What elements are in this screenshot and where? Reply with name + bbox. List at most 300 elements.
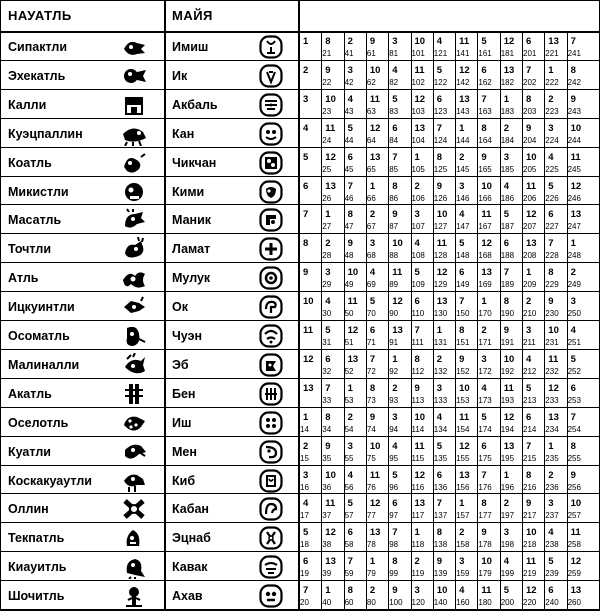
calendar-cell <box>478 61 499 92</box>
cauac-glyph-icon <box>259 555 283 579</box>
calendar-cell <box>568 90 589 121</box>
day-count: 181 <box>500 49 515 58</box>
calendar-cell <box>523 552 544 583</box>
trecena-number: 5 <box>369 296 376 308</box>
trecena-number: 5 <box>392 469 398 481</box>
calendar-cell <box>568 379 589 410</box>
column-divider <box>298 0 300 611</box>
day-count: 77 <box>366 511 376 521</box>
calendar-cell <box>501 379 522 410</box>
nahuatl-day-name: Шочитль <box>8 589 65 604</box>
trecena-number: 9 <box>548 296 554 308</box>
day-count: 219 <box>523 569 537 579</box>
trecena-number: 3 <box>414 209 420 221</box>
day-count: 61 <box>366 49 376 58</box>
trecena-number: 11 <box>436 238 447 250</box>
trecena-number: 7 <box>481 93 487 105</box>
trecena-number: 4 <box>503 556 509 568</box>
trecena-number: 2 <box>459 151 465 163</box>
trecena-number: 5 <box>481 36 487 47</box>
calendar-cell <box>412 408 433 439</box>
day-count: 168 <box>478 251 492 261</box>
trecena-number: 7 <box>436 498 443 510</box>
trecena-number: 1 <box>436 325 443 336</box>
day-count: 63 <box>366 106 376 116</box>
day-count: 111 <box>411 338 424 347</box>
calendar-cell <box>412 581 433 612</box>
day-count: 81 <box>389 49 399 58</box>
calendar-cell <box>501 148 522 179</box>
calendar-cell <box>478 177 499 208</box>
calendar-cell <box>478 148 499 179</box>
manik-glyph-icon <box>259 208 283 232</box>
day-count: 118 <box>411 540 425 550</box>
trecena-number: 11 <box>369 469 380 481</box>
trecena-number: 5 <box>436 440 443 452</box>
row-divider <box>0 233 600 234</box>
trecena-number: 5 <box>392 93 398 105</box>
trecena-number: 2 <box>347 36 353 47</box>
calendar-cell <box>300 552 321 583</box>
oc-glyph-icon <box>259 295 283 319</box>
trecena-number: 6 <box>436 93 443 105</box>
calendar-cell <box>456 321 477 352</box>
calendar-cell <box>434 32 455 63</box>
day-count: 49 <box>344 280 354 290</box>
day-count: 97 <box>389 511 399 521</box>
trecena-number: 13 <box>459 469 470 481</box>
trecena-number: 6 <box>369 325 376 336</box>
calendar-cell <box>523 379 544 410</box>
calendar-cell <box>322 234 343 265</box>
calendar-cell <box>300 466 321 497</box>
calendar-cell <box>545 523 566 554</box>
calendar-cell <box>300 61 321 92</box>
day-count: 137 <box>433 511 448 521</box>
header-nahuatl: НАУАТЛЬ <box>8 8 72 23</box>
itzcuintli-dog-glyph-icon <box>121 295 147 319</box>
calendar-cell <box>501 350 522 381</box>
day-count: 127 <box>433 222 448 232</box>
day-count: 98 <box>389 540 399 550</box>
trecena-number: 8 <box>392 556 398 568</box>
trecena-number: 10 <box>459 382 470 394</box>
calendar-cell <box>389 321 410 352</box>
nahuatl-day-name: Киауитль <box>8 560 67 575</box>
trecena-number: 7 <box>526 440 532 452</box>
trecena-number: 6 <box>481 440 487 452</box>
maya-day-name: Кабан <box>172 502 209 517</box>
day-count: 110 <box>411 309 425 319</box>
trecena-number: 13 <box>303 382 314 394</box>
day-count: 153 <box>456 395 470 405</box>
calendar-cell <box>367 581 388 612</box>
day-count: 260 <box>567 598 581 608</box>
ben-glyph-icon <box>259 382 283 406</box>
trecena-number: 10 <box>481 556 492 568</box>
nahuatl-day-name: Оллин <box>8 502 49 517</box>
trecena-number: 3 <box>369 238 376 250</box>
day-count: 242 <box>567 77 581 87</box>
calendar-cell <box>389 523 410 554</box>
trecena-number: 10 <box>369 64 381 76</box>
calendar-cell <box>478 350 499 381</box>
trecena-number: 11 <box>459 36 470 47</box>
column-divider <box>433 32 434 611</box>
trecena-number: 5 <box>303 151 309 163</box>
calendar-cell <box>389 263 410 294</box>
trecena-number: 12 <box>436 267 448 279</box>
calendar-cell <box>434 581 455 612</box>
calendar-cell <box>545 90 566 121</box>
trecena-number: 10 <box>414 36 426 47</box>
day-count: 239 <box>545 569 559 579</box>
day-count: 232 <box>545 366 559 376</box>
calendar-cell <box>545 408 566 439</box>
calendar-cell <box>389 581 410 612</box>
trecena-number: 11 <box>369 93 380 105</box>
maya-day-name: Чуэн <box>172 329 203 343</box>
day-count: 141 <box>456 49 470 58</box>
day-count: 177 <box>478 511 492 521</box>
calendar-cell <box>523 148 544 179</box>
day-count: 82 <box>389 77 399 87</box>
day-count: 132 <box>433 366 448 376</box>
row-divider <box>0 580 600 581</box>
calendar-cell <box>322 177 343 208</box>
trecena-number: 12 <box>459 440 470 452</box>
coatl-serpent-glyph-icon <box>121 151 147 175</box>
calendar-cell <box>478 466 499 497</box>
day-count: 149 <box>456 280 470 290</box>
trecena-number: 10 <box>436 209 448 221</box>
calendar-cell <box>434 90 455 121</box>
trecena-number: 6 <box>548 209 554 221</box>
trecena-number: 10 <box>526 151 537 163</box>
day-count: 144 <box>456 135 470 145</box>
trecena-number: 13 <box>459 93 470 105</box>
day-count: 250 <box>567 309 581 319</box>
maya-day-name: Эцнаб <box>172 531 211 546</box>
day-count: 76 <box>366 482 376 492</box>
trecena-number: 1 <box>570 238 576 250</box>
day-count: 217 <box>523 511 537 521</box>
trecena-number: 3 <box>347 64 353 76</box>
trecena-number: 1 <box>303 36 309 47</box>
row-divider <box>0 551 600 552</box>
trecena-number: 13 <box>503 64 515 76</box>
calendar-cell <box>478 552 499 583</box>
trecena-number: 9 <box>436 180 443 192</box>
trecena-number: 3 <box>503 527 509 539</box>
calendar-cell <box>456 292 477 323</box>
calendar-cell <box>345 61 366 92</box>
trecena-number: 4 <box>459 209 465 221</box>
trecena-number: 3 <box>548 122 554 134</box>
row-divider <box>0 147 600 148</box>
table-row <box>0 581 600 612</box>
calendar-cell <box>345 90 366 121</box>
trecena-number: 5 <box>503 585 509 597</box>
caban-glyph-icon <box>259 497 283 521</box>
nahuatl-day-name: Микистли <box>8 184 69 199</box>
xochitl-flower-glyph-icon <box>121 584 147 608</box>
calendar-cell <box>523 263 544 294</box>
calendar-cell <box>434 119 455 150</box>
trecena-number: 12 <box>325 151 336 163</box>
trecena-number: 4 <box>369 267 376 279</box>
trecena-number: 2 <box>325 238 331 250</box>
calendar-cell <box>478 581 499 612</box>
trecena-number: 7 <box>303 585 309 597</box>
calendar-cell <box>568 437 589 468</box>
calendar-cell <box>545 581 566 612</box>
day-count: 197 <box>500 511 515 521</box>
day-count: 60 <box>344 598 354 608</box>
calendar-cell <box>568 32 589 63</box>
day-count: 92 <box>389 366 399 376</box>
day-count: 126 <box>433 193 448 203</box>
trecena-number: 3 <box>414 585 420 597</box>
maya-day-name: Ахав <box>172 589 203 604</box>
calendar-cell <box>456 119 477 150</box>
calendar-cell <box>367 408 388 439</box>
calendar-cell <box>568 148 589 179</box>
calendar-cell <box>545 379 566 410</box>
day-count: 21 <box>322 49 332 58</box>
calendar-cell <box>456 234 477 265</box>
calendar-cell <box>412 292 433 323</box>
trecena-number: 6 <box>526 411 532 423</box>
calendar-cell <box>456 494 477 525</box>
calendar-cell <box>501 321 522 352</box>
trecena-number: 8 <box>526 93 532 105</box>
column-divider <box>321 32 322 611</box>
trecena-number: 8 <box>392 180 398 192</box>
calendar-cell <box>389 32 410 63</box>
ik-glyph-icon <box>259 64 283 88</box>
trecena-number: 10 <box>369 440 381 452</box>
calendar-cell <box>434 234 455 265</box>
calendar-cell <box>345 234 366 265</box>
column-divider <box>164 0 166 611</box>
trecena-number: 1 <box>548 440 554 452</box>
day-count: 175 <box>478 453 492 463</box>
day-count: 254 <box>567 424 581 434</box>
calendar-cell <box>412 350 433 381</box>
calendar-cell <box>478 321 499 352</box>
trecena-number: 7 <box>436 122 443 134</box>
day-count: 64 <box>366 135 376 145</box>
trecena-number: 4 <box>392 64 398 76</box>
calendar-cell <box>367 350 388 381</box>
day-count: 225 <box>545 164 559 174</box>
day-count: 230 <box>545 309 559 319</box>
trecena-number: 3 <box>459 180 465 192</box>
nahuatl-day-name: Малиналли <box>8 357 80 372</box>
trecena-number: 4 <box>481 382 487 394</box>
trecena-number: 1 <box>369 556 376 568</box>
calendar-cell <box>300 205 321 236</box>
day-count: 34 <box>322 424 332 434</box>
day-count: 53 <box>344 395 354 405</box>
calendar-cell <box>545 350 566 381</box>
row-divider <box>0 118 600 119</box>
trecena-number: 6 <box>325 353 331 365</box>
day-count: 231 <box>545 338 559 347</box>
calendar-cell <box>568 350 589 381</box>
row-divider <box>0 291 600 292</box>
calendar-cell <box>478 494 499 525</box>
calendar-cell <box>367 32 388 63</box>
trecena-number: 7 <box>570 36 576 47</box>
day-count: 215 <box>523 453 537 463</box>
day-count: 90 <box>389 309 399 319</box>
trecena-number: 9 <box>392 209 398 221</box>
day-count: 86 <box>389 193 399 203</box>
trecena-number: 10 <box>481 180 492 192</box>
trecena-number: 3 <box>548 498 554 510</box>
calendar-cell <box>478 408 499 439</box>
trecena-number: 7 <box>369 353 376 365</box>
calendar-cell <box>456 263 477 294</box>
calendar-cell <box>300 234 321 265</box>
day-count: 91 <box>389 338 399 347</box>
calendar-cell <box>412 205 433 236</box>
calendar-cell <box>412 466 433 497</box>
calendar-cell <box>300 408 321 439</box>
calendar-cell <box>412 119 433 150</box>
calendar-cell <box>434 466 455 497</box>
maya-day-name: Эб <box>172 357 189 372</box>
trecena-number: 8 <box>481 498 487 510</box>
calendar-cell <box>300 321 321 352</box>
calendar-cell <box>501 234 522 265</box>
day-count: 203 <box>523 106 537 116</box>
day-count: 131 <box>433 338 448 347</box>
calendar-cell <box>456 437 477 468</box>
day-count: 31 <box>322 338 332 347</box>
trecena-number: 2 <box>503 498 509 510</box>
day-count: 212 <box>523 366 537 376</box>
calendar-cell <box>523 32 544 63</box>
day-count: 208 <box>523 251 537 261</box>
day-count: 195 <box>500 453 515 463</box>
day-count: 240 <box>545 598 559 608</box>
nahuatl-day-name: Точтли <box>8 242 52 257</box>
trecena-number: 1 <box>325 585 331 597</box>
nahuatl-day-name: Масатль <box>8 213 62 228</box>
calendar-cell <box>345 32 366 63</box>
trecena-number: 7 <box>303 209 309 221</box>
column-divider <box>522 32 523 611</box>
trecena-number: 3 <box>570 296 576 308</box>
calendar-cell <box>412 234 433 265</box>
trecena-number: 10 <box>325 469 336 481</box>
day-count: 14 <box>300 424 309 434</box>
trecena-number: 5 <box>548 556 554 568</box>
calendar-cell <box>545 148 566 179</box>
ollin-movement-glyph-icon <box>121 497 147 521</box>
calendar-cell <box>568 321 589 352</box>
trecena-number: 3 <box>392 411 398 423</box>
table-row <box>0 177 600 208</box>
row-divider <box>0 0 600 1</box>
trecena-number: 12 <box>325 527 336 539</box>
calendar-cell <box>322 263 343 294</box>
trecena-number: 13 <box>548 411 559 423</box>
day-count: 107 <box>411 222 425 232</box>
trecena-number: 6 <box>503 238 509 250</box>
maya-day-name: Ик <box>172 68 188 83</box>
calendar-cell <box>478 32 499 63</box>
calendar-cell <box>523 205 544 236</box>
nahuatl-day-name: Калли <box>8 97 47 112</box>
calendar-cell <box>367 205 388 236</box>
trecena-number: 12 <box>526 209 537 221</box>
calendar-cell <box>568 263 589 294</box>
trecena-number: 11 <box>526 556 537 568</box>
day-count: 222 <box>545 77 559 87</box>
trecena-number: 11 <box>414 440 425 452</box>
calendar-cell <box>412 437 433 468</box>
day-count: 196 <box>500 482 515 492</box>
column-divider <box>411 32 412 611</box>
calendar-cell <box>367 494 388 525</box>
trecena-number: 6 <box>347 151 353 163</box>
calendar-cell <box>545 437 566 468</box>
trecena-number: 11 <box>347 296 358 308</box>
etznab-glyph-icon <box>259 526 283 550</box>
day-count: 23 <box>322 106 332 116</box>
trecena-number: 6 <box>459 267 465 279</box>
acatl-reed-glyph-icon <box>121 382 147 406</box>
calendar-cell <box>456 379 477 410</box>
day-count: 94 <box>389 424 399 434</box>
day-count: 216 <box>523 482 537 492</box>
calendar-cell <box>545 61 566 92</box>
day-count: 43 <box>344 106 354 116</box>
day-count: 51 <box>344 338 354 347</box>
table-row <box>0 148 600 179</box>
trecena-number: 6 <box>414 296 420 308</box>
calendar-cell <box>568 581 589 612</box>
maya-day-name: Мулук <box>172 271 211 286</box>
calendar-cell <box>568 494 589 525</box>
trecena-number: 8 <box>347 585 353 597</box>
trecena-number: 13 <box>325 180 336 192</box>
trecena-number: 12 <box>459 64 470 76</box>
trecena-number: 6 <box>526 36 532 47</box>
calendar-cell <box>523 61 544 92</box>
trecena-number: 10 <box>347 267 359 279</box>
day-count: 80 <box>366 598 376 608</box>
day-count: 226 <box>545 193 559 203</box>
day-count: 52 <box>344 366 354 376</box>
trecena-number: 12 <box>369 122 381 134</box>
table-row <box>0 292 600 323</box>
column-divider <box>0 0 1 611</box>
day-count: 229 <box>545 280 559 290</box>
calendar-cell <box>412 148 433 179</box>
calendar-cell <box>300 177 321 208</box>
day-count: 102 <box>411 77 425 87</box>
trecena-number: 12 <box>481 238 492 250</box>
day-count: 233 <box>545 395 559 405</box>
day-count: 101 <box>411 49 425 58</box>
calendar-cell <box>456 466 477 497</box>
trecena-number: 6 <box>303 556 309 568</box>
